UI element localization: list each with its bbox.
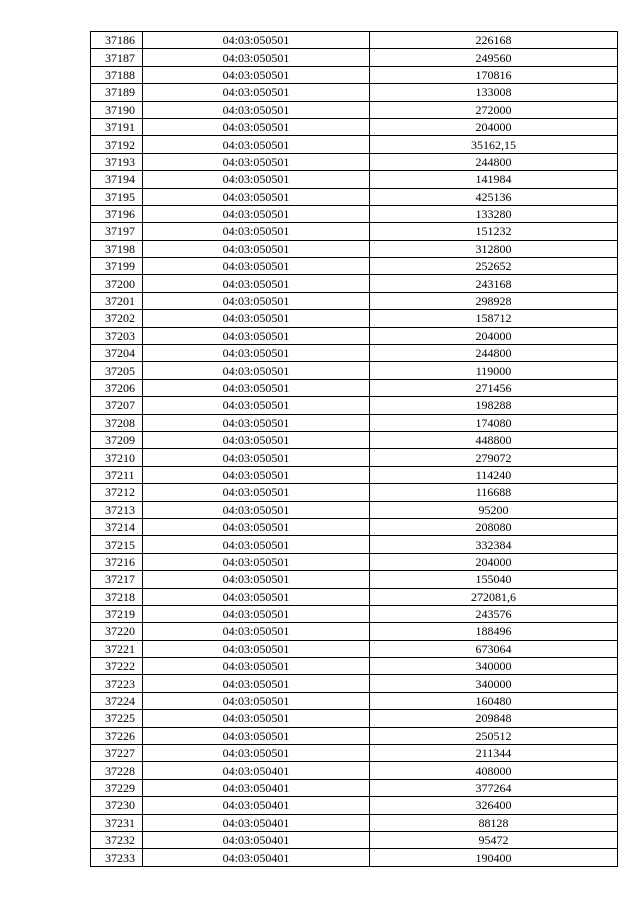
table-row [91,414,618,431]
cadastral-code-cell: 04:03:050501 [143,414,370,431]
table-row [91,658,618,675]
value-cell: 243168 [370,275,618,292]
table-row [91,745,618,762]
row-number-cell: 37195 [91,188,143,205]
row-number-cell: 37227 [91,745,143,762]
cadastral-code-cell: 04:03:050501 [143,66,370,83]
table-row [91,223,618,240]
value-cell: 114240 [370,466,618,483]
table-row [91,327,618,344]
row-number-cell: 37230 [91,797,143,814]
value-cell: 204000 [370,553,618,570]
value-cell: 95472 [370,831,618,848]
table-row [91,640,618,657]
row-number-cell: 37205 [91,362,143,379]
table-row [91,171,618,188]
value-cell: 95200 [370,501,618,518]
value-cell: 190400 [370,849,618,866]
row-number-cell: 37188 [91,66,143,83]
cadastral-code-cell: 04:03:050501 [143,258,370,275]
row-number-cell: 37223 [91,675,143,692]
value-cell: 425136 [370,188,618,205]
row-number-cell: 37221 [91,640,143,657]
row-number-cell: 37228 [91,762,143,779]
table-row [91,49,618,66]
value-cell: 326400 [370,797,618,814]
cadastral-code-cell: 04:03:050401 [143,762,370,779]
table-row [91,310,618,327]
cadastral-code-cell: 04:03:050401 [143,849,370,866]
value-cell: 155040 [370,571,618,588]
cadastral-code-cell: 04:03:050501 [143,536,370,553]
value-cell: 151232 [370,223,618,240]
row-number-cell: 37231 [91,814,143,831]
cadastral-code-cell: 04:03:050501 [143,745,370,762]
row-number-cell: 37186 [91,32,143,49]
value-cell: 198288 [370,397,618,414]
value-cell: 312800 [370,240,618,257]
value-cell: 252652 [370,258,618,275]
table-row [91,449,618,466]
table-row [91,797,618,814]
row-number-cell: 37212 [91,484,143,501]
table-row [91,675,618,692]
value-cell: 133280 [370,205,618,222]
cadastral-code-cell: 04:03:050501 [143,623,370,640]
row-number-cell: 37204 [91,345,143,362]
table-row [91,831,618,848]
row-number-cell: 37216 [91,553,143,570]
row-number-cell: 37219 [91,605,143,622]
value-cell: 243576 [370,605,618,622]
table-row [91,762,618,779]
cadastral-code-cell: 04:03:050501 [143,310,370,327]
table-row [91,553,618,570]
table-row [91,32,618,49]
row-number-cell: 37202 [91,310,143,327]
value-cell: 272081,6 [370,588,618,605]
value-cell: 170816 [370,66,618,83]
value-cell: 408000 [370,762,618,779]
row-number-cell: 37213 [91,501,143,518]
cadastral-code-cell: 04:03:050401 [143,797,370,814]
table-row [91,431,618,448]
table-row [91,153,618,170]
cadastral-code-cell: 04:03:050501 [143,240,370,257]
row-number-cell: 37217 [91,571,143,588]
row-number-cell: 37190 [91,101,143,118]
cadastral-code-cell: 04:03:050501 [143,605,370,622]
value-cell: 88128 [370,814,618,831]
table-row [91,814,618,831]
table-row [91,588,618,605]
row-number-cell: 37187 [91,49,143,66]
row-number-cell: 37226 [91,727,143,744]
value-cell: 249560 [370,49,618,66]
table-row [91,205,618,222]
cadastral-code-cell: 04:03:050501 [143,553,370,570]
row-number-cell: 37201 [91,292,143,309]
table-row [91,188,618,205]
table-row [91,362,618,379]
cadastral-code-cell: 04:03:050501 [143,118,370,135]
value-cell: 209848 [370,710,618,727]
value-cell: 226168 [370,32,618,49]
cadastral-code-cell: 04:03:050501 [143,710,370,727]
table-row [91,397,618,414]
cadastral-code-cell: 04:03:050501 [143,692,370,709]
cadastral-code-cell: 04:03:050501 [143,292,370,309]
cadastral-code-cell: 04:03:050501 [143,327,370,344]
row-number-cell: 37224 [91,692,143,709]
value-cell: 141984 [370,171,618,188]
cadastral-code-cell: 04:03:050501 [143,484,370,501]
value-cell: 332384 [370,536,618,553]
row-number-cell: 37198 [91,240,143,257]
table-row [91,518,618,535]
row-number-cell: 37206 [91,379,143,396]
value-cell: 340000 [370,675,618,692]
row-number-cell: 37218 [91,588,143,605]
cadastral-code-cell: 04:03:050501 [143,171,370,188]
value-cell: 204000 [370,118,618,135]
table-row [91,275,618,292]
cadastral-code-cell: 04:03:050501 [143,188,370,205]
cadastral-code-cell: 04:03:050501 [143,658,370,675]
row-number-cell: 37233 [91,849,143,866]
row-number-cell: 37191 [91,118,143,135]
row-number-cell: 37232 [91,831,143,848]
table-row [91,66,618,83]
cadastral-code-cell: 04:03:050501 [143,49,370,66]
cadastral-code-cell: 04:03:050501 [143,205,370,222]
data-table [90,31,618,867]
value-cell: 116688 [370,484,618,501]
cadastral-code-cell: 04:03:050501 [143,101,370,118]
value-cell: 35162,15 [370,136,618,153]
value-cell: 272000 [370,101,618,118]
cadastral-code-cell: 04:03:050401 [143,814,370,831]
table-row [91,692,618,709]
table-row [91,484,618,501]
row-number-cell: 37196 [91,205,143,222]
value-cell: 250512 [370,727,618,744]
table-row [91,136,618,153]
cadastral-code-cell: 04:03:050501 [143,727,370,744]
table-row [91,84,618,101]
row-number-cell: 37208 [91,414,143,431]
row-number-cell: 37210 [91,449,143,466]
table-row [91,466,618,483]
value-cell: 188496 [370,623,618,640]
value-cell: 133008 [370,84,618,101]
cadastral-code-cell: 04:03:050501 [143,379,370,396]
cadastral-code-cell: 04:03:050501 [143,136,370,153]
row-number-cell: 37220 [91,623,143,640]
row-number-cell: 37215 [91,536,143,553]
value-cell: 448800 [370,431,618,448]
cadastral-code-cell: 04:03:050501 [143,223,370,240]
row-number-cell: 37189 [91,84,143,101]
table-body [91,32,618,867]
cadastral-code-cell: 04:03:050401 [143,779,370,796]
cadastral-code-cell: 04:03:050501 [143,518,370,535]
table-row [91,501,618,518]
table-row [91,571,618,588]
row-number-cell: 37197 [91,223,143,240]
table-row [91,240,618,257]
row-number-cell: 37194 [91,171,143,188]
value-cell: 340000 [370,658,618,675]
row-number-cell: 37203 [91,327,143,344]
table-row [91,379,618,396]
cadastral-code-cell: 04:03:050501 [143,275,370,292]
cadastral-code-cell: 04:03:050501 [143,675,370,692]
cadastral-code-cell: 04:03:050501 [143,571,370,588]
table-row [91,727,618,744]
value-cell: 673064 [370,640,618,657]
value-cell: 271456 [370,379,618,396]
cadastral-code-cell: 04:03:050501 [143,345,370,362]
value-cell: 160480 [370,692,618,709]
value-cell: 208080 [370,518,618,535]
row-number-cell: 37229 [91,779,143,796]
table-row [91,118,618,135]
value-cell: 244800 [370,153,618,170]
cadastral-code-cell: 04:03:050501 [143,588,370,605]
table-row [91,779,618,796]
value-cell: 158712 [370,310,618,327]
table-row [91,258,618,275]
row-number-cell: 37200 [91,275,143,292]
value-cell: 204000 [370,327,618,344]
table-row [91,605,618,622]
value-cell: 298928 [370,292,618,309]
row-number-cell: 37207 [91,397,143,414]
table-row [91,536,618,553]
table-row [91,710,618,727]
cadastral-code-cell: 04:03:050501 [143,449,370,466]
table-row [91,345,618,362]
table-row [91,292,618,309]
value-cell: 244800 [370,345,618,362]
row-number-cell: 37193 [91,153,143,170]
row-number-cell: 37225 [91,710,143,727]
cadastral-code-cell: 04:03:050501 [143,153,370,170]
cadastral-code-cell: 04:03:050501 [143,640,370,657]
row-number-cell: 37199 [91,258,143,275]
cadastral-code-cell: 04:03:050501 [143,466,370,483]
table-row [91,849,618,866]
value-cell: 279072 [370,449,618,466]
cadastral-code-cell: 04:03:050501 [143,32,370,49]
cadastral-code-cell: 04:03:050501 [143,362,370,379]
cadastral-code-cell: 04:03:050501 [143,501,370,518]
row-number-cell: 37214 [91,518,143,535]
value-cell: 377264 [370,779,618,796]
table-row [91,101,618,118]
cadastral-code-cell: 04:03:050401 [143,831,370,848]
value-cell: 174080 [370,414,618,431]
row-number-cell: 37192 [91,136,143,153]
value-cell: 211344 [370,745,618,762]
cadastral-code-cell: 04:03:050501 [143,84,370,101]
cadastral-code-cell: 04:03:050501 [143,431,370,448]
table-row [91,623,618,640]
value-cell: 119000 [370,362,618,379]
row-number-cell: 37222 [91,658,143,675]
row-number-cell: 37209 [91,431,143,448]
row-number-cell: 37211 [91,466,143,483]
cadastral-code-cell: 04:03:050501 [143,397,370,414]
